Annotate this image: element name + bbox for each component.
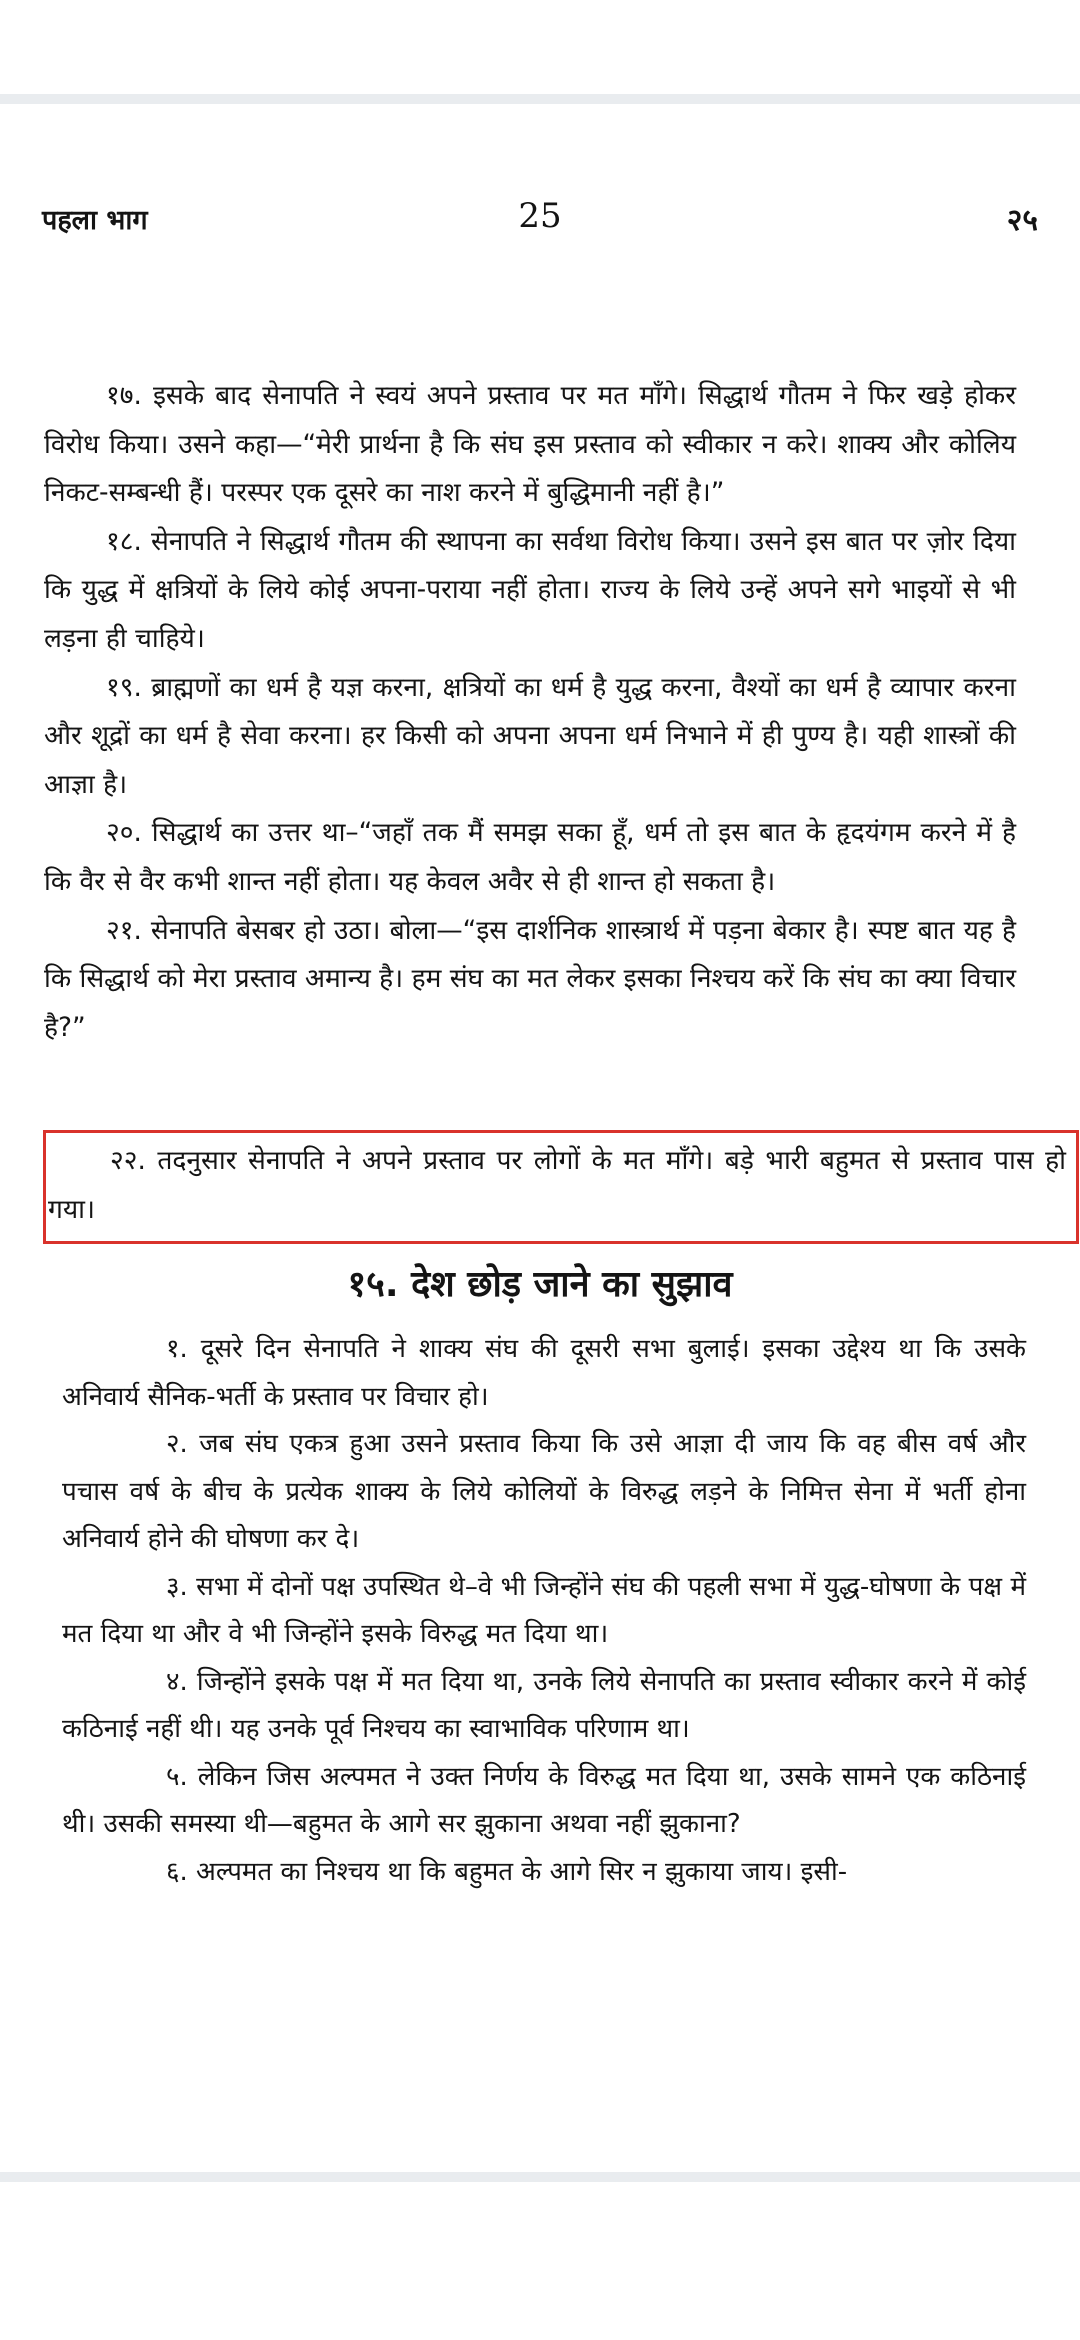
paragraph-17: १७. इसके बाद सेनापति ने स्वयं अपने प्रस्ताव पर मत माँगे। सिद्धार्थ गौतम ने फिर खड़े होकर विरोध किया। उसने कहा—“मेरी प्रार्थना है कि संघ इस प्रस्ताव को स्वीकार न करे। शाक्य और कोलिय निकट-सम्बन्धी हैं। परस्पर एक दूसरे का नाश करने में बुद्धिमानी नहीं है।” [44, 380, 1016, 509]
section-paragraph-5: ५. लेकिन जिस अल्पमत ने उक्त निर्णय के विरुद्ध मत दिया था, उसके सामने एक कठिनाई थी। उसकी समस्या थी—बहुमत के आगे सर झुकाना अथवा नहीं झुकाना? [62, 1761, 1026, 1839]
paragraph-20: २०. सिद्धार्थ का उत्तर था–“जहाँ तक मैं समझ सका हूँ, धर्म तो इस बात के हृदयंगम करने में है कि वैर से वैर कभी शान्त नहीं होता। यह केवल अवैर से ही शान्त हो सकता है। [44, 817, 1016, 897]
page-number-latin: 25 [518, 196, 562, 236]
section-paragraph-3: ३. सभा में दोनों पक्ष उपस्थित थे–वे भी जिन्होंने संघ की पहली सभा में युद्ध-घोषणा के पक्ष में मत दिया था और वे भी जिन्होंने इसके विरुद्ध मत दिया था। [62, 1571, 1026, 1649]
page-number-devanagari: २५ [1006, 203, 1038, 238]
page-header [42, 196, 1038, 242]
section-title: १५. देश छोड़ जाने का सुझाव [347, 1264, 733, 1305]
highlight-box [43, 1130, 1079, 1244]
section-paragraph-4: ४. जिन्होंने इसके पक्ष में मत दिया था, उनके लिये सेनापति का प्रस्ताव स्वीकार करने में कोई कठिनाई नहीं थी। यह उनके पूर्व निश्चय का स्वाभाविक परिणाम था। [62, 1666, 1026, 1744]
running-header-part-title: पहला भाग [42, 205, 148, 236]
top-divider [0, 94, 1080, 104]
paragraph-21: २१. सेनापति बेसबर हो उठा। बोला—“इस दार्शनिक शास्त्रार्थ में पड़ना बेकार है। स्पष्ट बात यह है कि सिद्धार्थ को मेरा प्रस्ताव अमान्य है। हम संघ का मत लेकर इसका निश्चय करें कि संघ का क्या विचार है?” [44, 914, 1016, 1043]
section-paragraph-6: ६. अल्पमत का निश्चय था कि बहुमत के आगे सिर न झुकाया जाय। इसी- [166, 1856, 848, 1887]
section-body [62, 1326, 1026, 1896]
document-body [44, 372, 1016, 1052]
section-paragraph-1: १. दूसरे दिन सेनापति ने शाक्य संघ की दूसरी सभा बुलाई। इसका उद्देश्य था कि उसके अनिवार्य सैनिक-भर्ती के प्रस्ताव पर विचार हो। [62, 1334, 1026, 1412]
top-bar [0, 0, 1080, 94]
paragraph-18: १८. सेनापति ने सिद्धार्थ गौतम की स्थापना का सर्वथा विरोध किया। उसने इस बात पर ज़ोर दिया कि युद्ध में क्षत्रियों के लिये कोई अपना-पराया नहीं होता। राज्य के लिये उन्हें अपने सगे भाइयों से भी लड़ना ही चाहिये। [44, 525, 1016, 654]
paragraph-19: १९. ब्राह्मणों का धर्म है यज्ञ करना, क्षत्रियों का धर्म है युद्ध करना, वैश्यों का धर्म है व्यापार करना और शूद्रों का धर्म है सेवा करना। हर किसी को अपना अपना धर्म निभाने में ही पुण्य है। यही शास्त्रों की आज्ञा है। [44, 671, 1016, 800]
section-paragraph-2: २. जब संघ एकत्र हुआ उसने प्रस्ताव किया कि उसे आज्ञा दी जाय कि वह बीस वर्ष और पचास वर्ष के बीच के प्रत्येक शाक्य के लिये कोलियों के विरुद्ध लड़ने के निमित्त सेना में भर्ती होना अनिवार्य होने की घोषणा कर दे। [62, 1429, 1026, 1554]
paragraph-22-highlighted: २२. तदनुसार सेनापति ने अपने प्रस्ताव पर लोगों के मत माँगे। बड़े भारी बहुमत से प्रस्ताव पास हो गया। [48, 1145, 1066, 1225]
bottom-divider [0, 2172, 1080, 2182]
